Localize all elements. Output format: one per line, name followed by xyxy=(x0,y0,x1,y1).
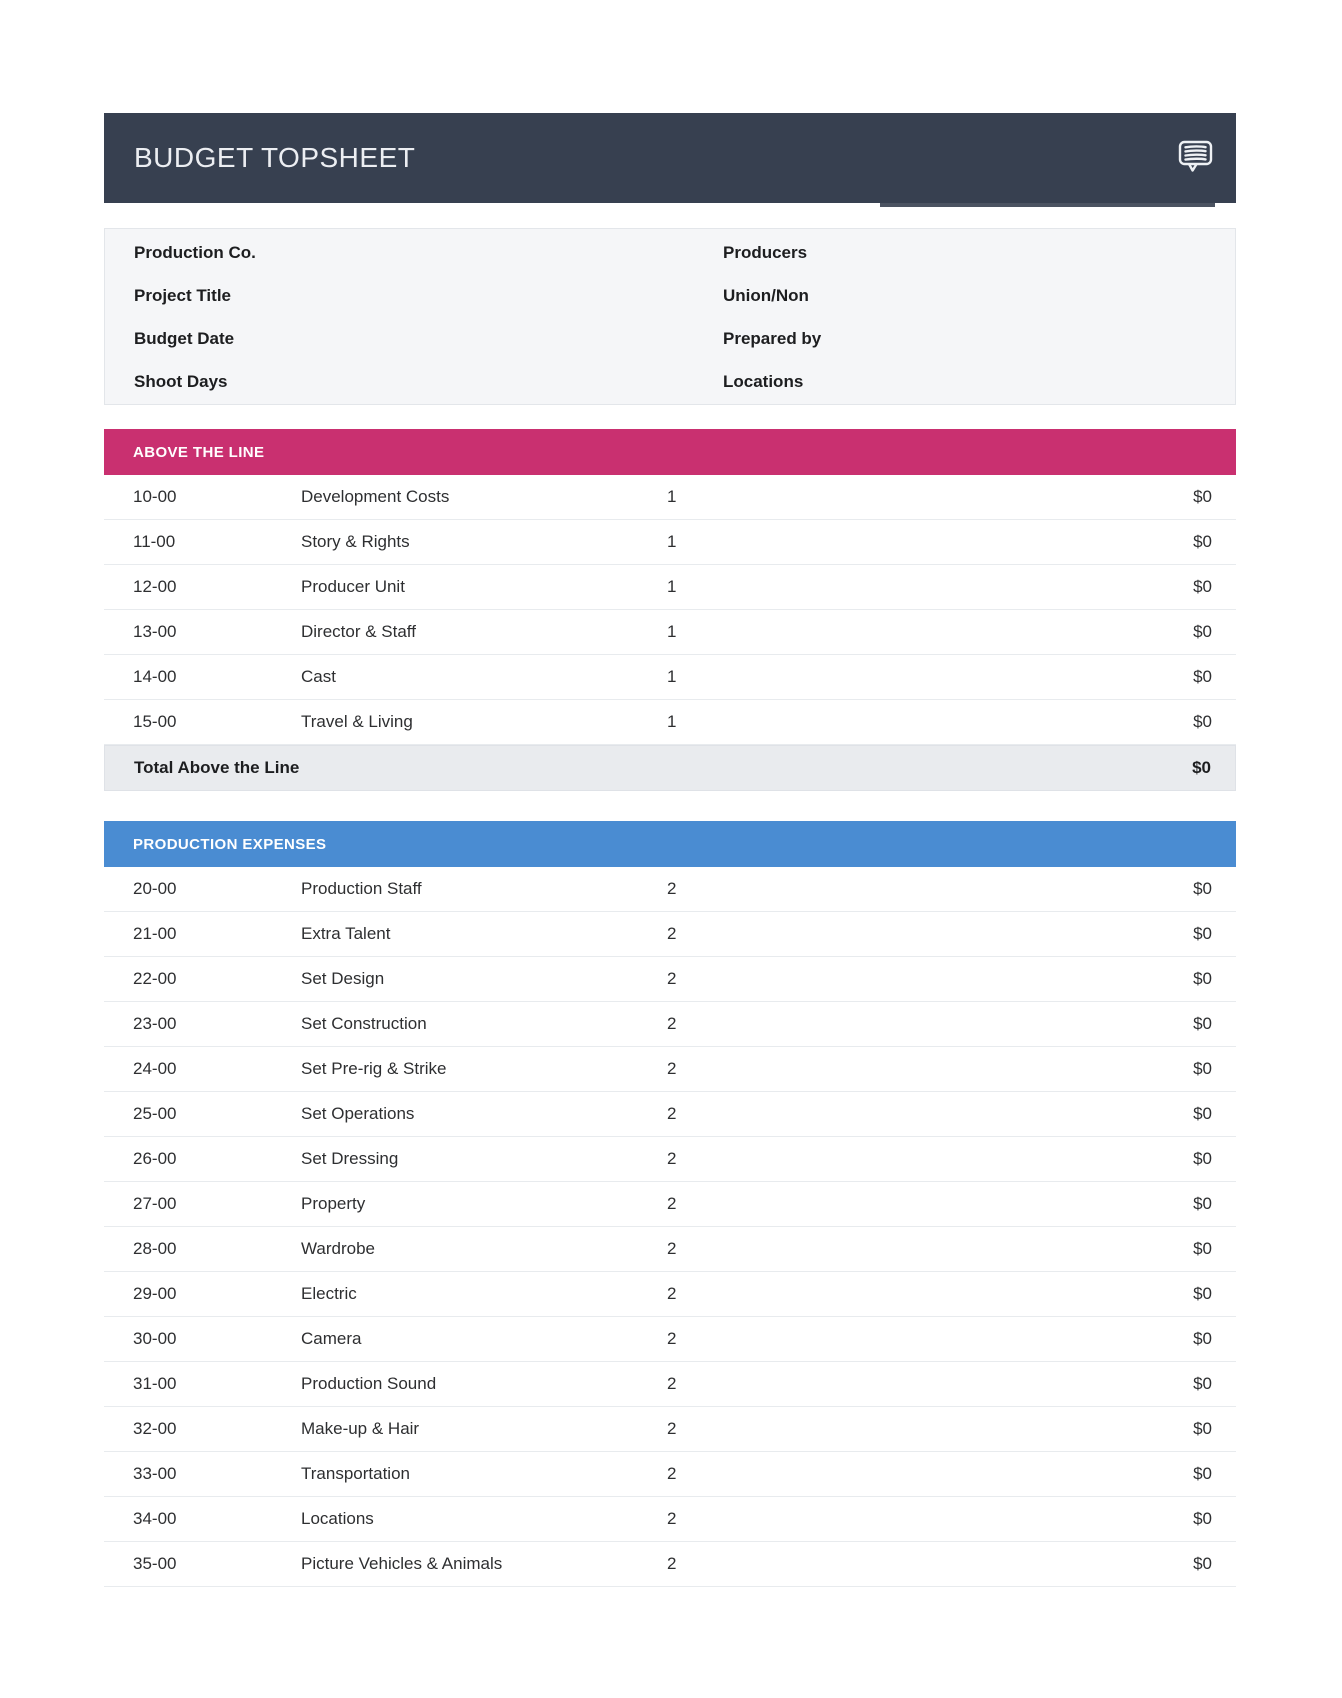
budget-row xyxy=(104,1047,1236,1092)
row-amount: $0 xyxy=(1193,1374,1212,1393)
budget-row xyxy=(104,610,1236,655)
field-label: Producers xyxy=(723,242,808,262)
account-number: 34-00 xyxy=(133,1509,177,1528)
account-number: 20-00 xyxy=(133,879,177,898)
section-header-production-expenses xyxy=(104,821,1236,867)
account-number: 33-00 xyxy=(133,1464,177,1483)
account-number: 10-00 xyxy=(133,487,177,506)
page-number: 2 xyxy=(667,1059,677,1078)
page-number: 2 xyxy=(667,879,677,898)
row-amount: $0 xyxy=(1193,1464,1212,1483)
row-amount: $0 xyxy=(1193,487,1212,506)
budget-row xyxy=(104,1497,1236,1542)
category-name: Make-up & Hair xyxy=(301,1419,420,1438)
page-number: 2 xyxy=(667,1464,677,1483)
page-number: 2 xyxy=(667,1554,677,1573)
category-name: Set Pre-rig & Strike xyxy=(301,1059,447,1078)
section-title: PRODUCTION EXPENSES xyxy=(133,835,327,853)
row-amount: $0 xyxy=(1193,1509,1212,1528)
category-name: Travel & Living xyxy=(301,712,413,731)
info-column-right xyxy=(723,231,1211,404)
page-number: 1 xyxy=(667,487,677,506)
budget-row xyxy=(104,700,1236,745)
field-label: Locations xyxy=(723,372,804,392)
page-number: 2 xyxy=(667,1194,677,1213)
field-production-co xyxy=(134,231,723,274)
budget-row xyxy=(104,1272,1236,1317)
section-production-expenses xyxy=(104,821,1236,1587)
row-amount: $0 xyxy=(1193,969,1212,988)
category-name: Camera xyxy=(301,1329,362,1348)
category-name: Story & Rights xyxy=(301,532,410,551)
budget-row xyxy=(104,957,1236,1002)
category-name: Production Staff xyxy=(301,879,422,898)
field-label: Budget Date xyxy=(134,329,235,349)
budget-row xyxy=(104,1407,1236,1452)
page-number: 2 xyxy=(667,969,677,988)
account-number: 15-00 xyxy=(133,712,177,731)
row-amount: $0 xyxy=(1193,1329,1212,1348)
budget-row xyxy=(104,1452,1236,1497)
budget-row xyxy=(104,475,1236,520)
budget-topsheet-page xyxy=(104,0,1236,1587)
category-name: Set Construction xyxy=(301,1014,427,1033)
row-amount: $0 xyxy=(1193,667,1212,686)
category-name: Property xyxy=(301,1194,366,1213)
page-number: 1 xyxy=(667,577,677,596)
header-bottom-strip xyxy=(880,203,1215,207)
header-bar xyxy=(104,113,1236,203)
budget-row xyxy=(104,912,1236,957)
page-number: 2 xyxy=(667,1374,677,1393)
field-label: Production Co. xyxy=(134,242,256,262)
category-name: Wardrobe xyxy=(301,1239,376,1258)
budget-row xyxy=(104,1092,1236,1137)
page-number: 2 xyxy=(667,1149,677,1168)
field-prepared-by xyxy=(723,318,1211,361)
page-number: 2 xyxy=(667,1329,677,1348)
category-name: Cast xyxy=(301,667,336,686)
comment-button[interactable] xyxy=(1177,139,1215,177)
account-number: 23-00 xyxy=(133,1014,177,1033)
row-amount: $0 xyxy=(1193,712,1212,731)
category-name: Transportation xyxy=(301,1464,410,1483)
row-amount: $0 xyxy=(1193,577,1212,596)
account-number: 31-00 xyxy=(133,1374,177,1393)
budget-row xyxy=(104,1362,1236,1407)
section-above-the-line xyxy=(104,429,1236,791)
page-number: 2 xyxy=(667,1104,677,1123)
category-name: Set Dressing xyxy=(301,1149,399,1168)
row-amount: $0 xyxy=(1193,1059,1212,1078)
category-name: Picture Vehicles & Animals xyxy=(301,1554,503,1573)
category-name: Production Sound xyxy=(301,1374,437,1393)
field-producers xyxy=(723,231,1211,274)
budget-row xyxy=(104,1182,1236,1227)
account-number: 22-00 xyxy=(133,969,177,988)
row-amount: $0 xyxy=(1193,1104,1212,1123)
account-number: 12-00 xyxy=(133,577,177,596)
field-union-non xyxy=(723,274,1211,317)
field-budget-date xyxy=(134,318,723,361)
row-amount: $0 xyxy=(1193,1014,1212,1033)
account-number: 32-00 xyxy=(133,1419,177,1438)
row-amount: $0 xyxy=(1193,1284,1212,1303)
budget-row xyxy=(104,1542,1236,1587)
row-amount: $0 xyxy=(1193,1194,1212,1213)
page-number: 2 xyxy=(667,1419,677,1438)
page-number: 1 xyxy=(667,712,677,731)
production-expenses-rows xyxy=(104,867,1236,1587)
page-number: 2 xyxy=(667,924,677,943)
category-name: Development Costs xyxy=(301,487,450,506)
page-number: 2 xyxy=(667,1239,677,1258)
page-title: BUDGET TOPSHEET xyxy=(134,142,416,173)
row-amount: $0 xyxy=(1193,622,1212,641)
account-number: 14-00 xyxy=(133,667,177,686)
account-number: 30-00 xyxy=(133,1329,177,1348)
field-shoot-days xyxy=(134,361,723,404)
account-number: 21-00 xyxy=(133,924,177,943)
budget-row xyxy=(104,655,1236,700)
page-number: 1 xyxy=(667,622,677,641)
field-label: Union/Non xyxy=(723,285,809,305)
row-amount: $0 xyxy=(1193,1149,1212,1168)
page-number: 1 xyxy=(667,532,677,551)
field-label: Prepared by xyxy=(723,329,822,349)
account-number: 11-00 xyxy=(133,532,176,551)
category-name: Electric xyxy=(301,1284,357,1303)
section-title: ABOVE THE LINE xyxy=(133,443,265,461)
account-number: 26-00 xyxy=(133,1149,177,1168)
budget-row xyxy=(104,1137,1236,1182)
total-amount: $0 xyxy=(1192,758,1211,777)
account-number: 25-00 xyxy=(133,1104,177,1123)
budget-row xyxy=(104,867,1236,912)
row-amount: $0 xyxy=(1193,879,1212,898)
category-name: Extra Talent xyxy=(301,924,391,943)
budget-row xyxy=(104,520,1236,565)
comment-bubble-icon xyxy=(1177,139,1215,178)
page-number: 2 xyxy=(667,1284,677,1303)
account-number: 27-00 xyxy=(133,1194,177,1213)
budget-row xyxy=(104,565,1236,610)
category-name: Locations xyxy=(301,1509,374,1528)
field-label: Project Title xyxy=(134,285,231,305)
page-number: 2 xyxy=(667,1014,677,1033)
account-number: 28-00 xyxy=(133,1239,177,1258)
category-name: Director & Staff xyxy=(301,622,416,641)
category-name: Producer Unit xyxy=(301,577,405,596)
section-header-above-the-line xyxy=(104,429,1236,475)
page-number: 2 xyxy=(667,1509,677,1528)
account-number: 29-00 xyxy=(133,1284,177,1303)
account-number: 35-00 xyxy=(133,1554,177,1573)
total-label: Total Above the Line xyxy=(134,758,300,777)
total-above-the-line-row xyxy=(104,745,1236,791)
info-panel xyxy=(104,228,1236,405)
field-label: Shoot Days xyxy=(134,372,228,392)
row-amount: $0 xyxy=(1193,1239,1212,1258)
field-project-title xyxy=(134,274,723,317)
category-name: Set Operations xyxy=(301,1104,415,1123)
row-amount: $0 xyxy=(1193,532,1212,551)
above-the-line-rows xyxy=(104,475,1236,745)
info-column-left xyxy=(134,231,723,404)
budget-row xyxy=(104,1002,1236,1047)
account-number: 13-00 xyxy=(133,622,177,641)
row-amount: $0 xyxy=(1193,1419,1212,1438)
account-number: 24-00 xyxy=(133,1059,177,1078)
category-name: Set Design xyxy=(301,969,385,988)
row-amount: $0 xyxy=(1193,924,1212,943)
budget-row xyxy=(104,1227,1236,1272)
budget-row xyxy=(104,1317,1236,1362)
page-number: 1 xyxy=(667,667,677,686)
row-amount: $0 xyxy=(1193,1554,1212,1573)
field-locations xyxy=(723,361,1211,404)
